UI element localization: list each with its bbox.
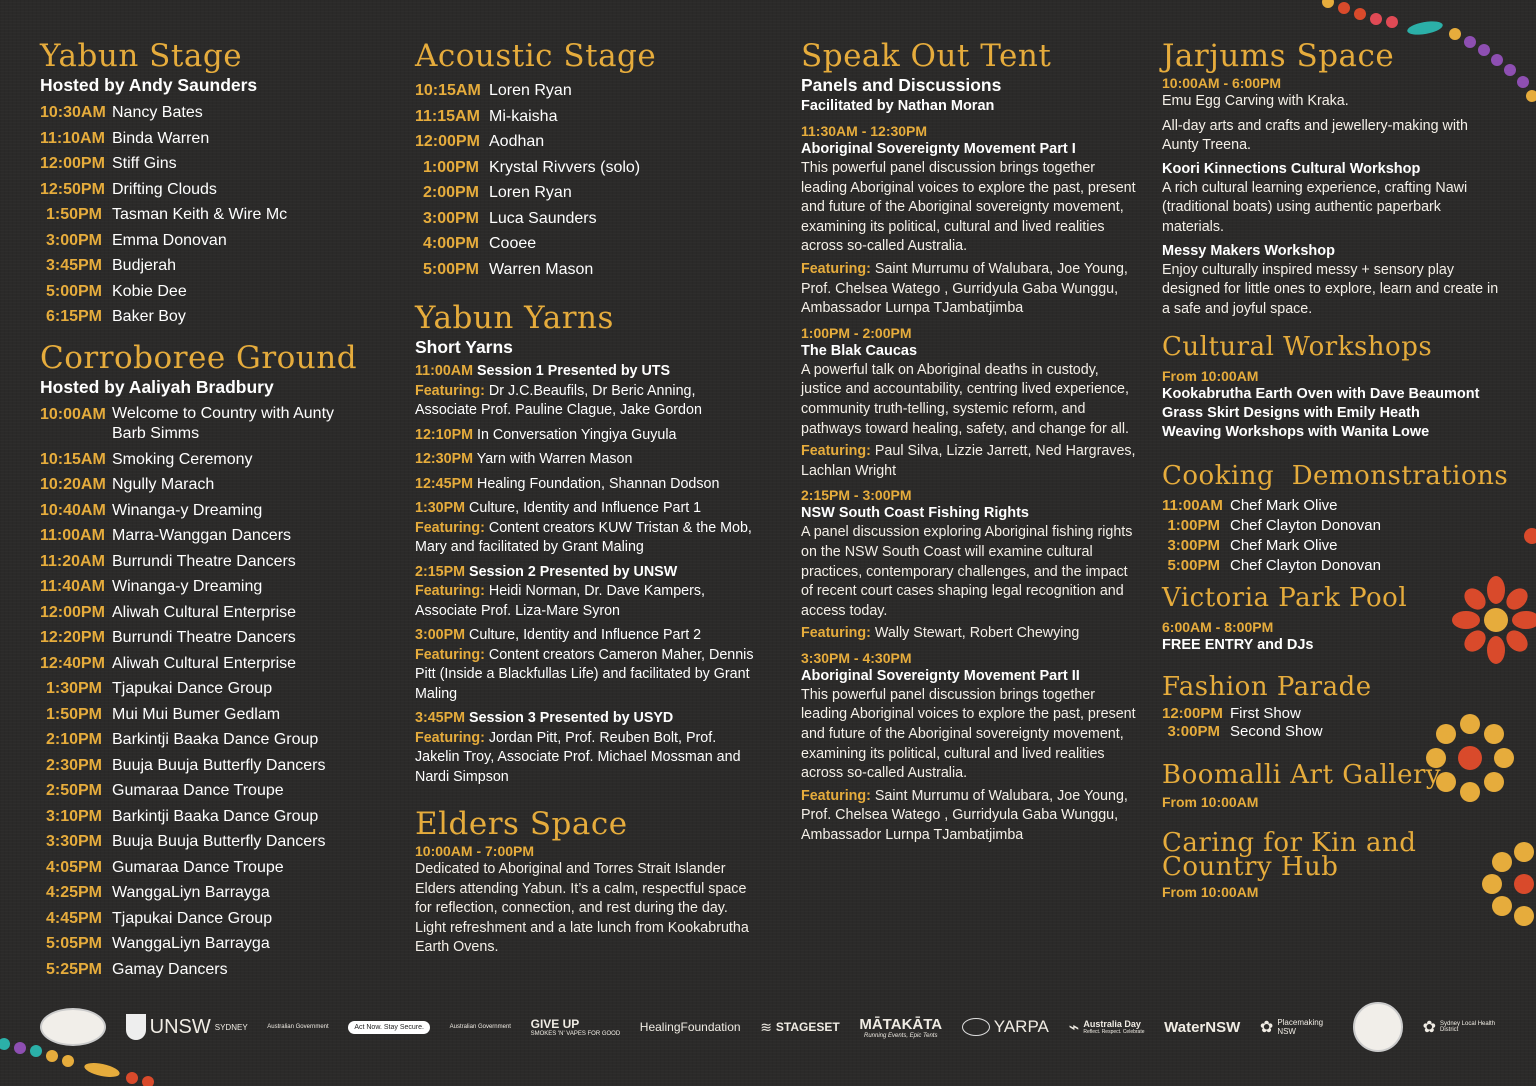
session-featuring [801,624,1136,644]
act: Binda Warren [112,129,210,147]
australia-day-icon: ⌁ [1068,1016,1080,1037]
time: 11:20AM [40,552,105,570]
schedule-row [415,231,755,257]
schedule-row [415,78,755,104]
act: Marra-Wanggan Dancers [112,527,292,544]
kin-from: From 10:00AM [1162,884,1259,901]
show: First Show [1230,705,1301,723]
matakata-text: MĀTAKĀTA [859,1015,943,1033]
waratah-icon: ✿ [1422,1019,1436,1036]
jarjums-p2: All-day arts and crafts and jewellery-making with Aunty Treena. [1162,117,1468,154]
schedule-row [40,549,357,575]
time: 10:20AM [40,476,106,493]
yarn-text: Healing Foundation, Shannan Dodson [477,475,720,492]
time: 2:15PM [415,563,466,580]
featuring-text: Dr J.C.Beaufils, Dr Beric Anning, Associate Prof. Pauline Clague, Jake Gordon [415,382,702,418]
featuring-label: Featuring: [415,583,485,599]
sydney-lhd-text: Sydney Local Health District [1440,1021,1496,1033]
yarn-text: Culture, Identity and Influence Part 2 [469,627,702,643]
act: Tasman Keith & Wire Mc [112,206,288,223]
yarn-title: Session 1 Presented by UTS [477,363,671,379]
act: Aliwah Cultural Enterprise [112,603,297,621]
schedule-row [40,202,357,228]
act: Mui Mui Bumer Gedlam [112,705,281,723]
session-title: Aboriginal Sovereignty Movement Part I [801,141,1076,157]
matakata-logo [859,1016,942,1039]
cooking-schedule [1162,496,1502,576]
schedule-row [40,804,357,830]
column-1 [40,38,357,982]
yarn-text: Culture, Identity and Influence Part 1 [469,500,702,516]
act: Barkintji Baaka Dance Group [112,807,319,825]
schedule-row [40,304,357,330]
featuring-text: Content creators KUW Tristan & the Mob, Mary and facilitated by Grant Maling [415,519,752,555]
act: Aliwah Cultural Enterprise [112,654,297,672]
australian-government-logo: Australian Government [267,1024,329,1030]
schedule-row [40,402,357,447]
act: WanggaLiyn Barrayga [112,884,270,901]
session-featuring [801,260,1136,319]
stageset-icon: ≋ [760,1018,772,1035]
unsw-logo [126,1014,248,1040]
crest-icon [126,1014,146,1040]
schedule-row [40,855,357,881]
session-title: The Blak Caucas [801,342,918,359]
featuring-label: Featuring: [801,260,871,277]
act: Baker Boy [112,308,186,325]
act: Emma Donovan [112,231,227,249]
speak-out-subtitle: Panels and Discussions [801,75,1002,95]
schedule-row [40,651,357,677]
time: 3:45PM [45,257,102,274]
time: 5:00PM [422,260,479,278]
column-4 [1162,38,1509,901]
yarpa-text: YARPA [993,1017,1049,1036]
act: Drifting Clouds [112,180,217,198]
act: Krystal Rivvers (solo) [489,158,641,176]
act: Nancy Bates [112,104,203,121]
give-up-text: GIVE UP [530,1017,580,1031]
act: Smoking Ceremony [112,450,253,468]
session-featuring [801,787,1136,846]
healing-foundation-logo: HealingFoundation [639,1020,741,1034]
time: 5:00PM [1167,557,1220,575]
sydney-lhd-logo [1423,1017,1500,1037]
show: Second Show [1230,723,1323,741]
time: 12:00PM [415,133,480,150]
workshop-title: Messy Makers Workshop [1162,242,1335,259]
corroboree-schedule [40,402,357,983]
workshop-text: Enjoy culturally inspired messy + sensory play designed for little ones to explore, learn and create in a safe and joyful space. [1162,261,1499,317]
schedule-row [40,880,357,906]
column-2 [415,38,755,958]
featuring-text: Content creators Cameron Maher, Dennis Pitt (Inside a Blackfullas Life) and facilitated by Grant Maling [415,646,754,702]
time: 12:50PM [40,180,105,198]
act: Barkintji Baaka Dance Group [112,731,319,748]
pool-time: 6:00AM - 8:00PM [1162,619,1274,636]
schedule-row [40,523,357,549]
australia-day-sub: Reflect. Respect. Celebrate [1083,1029,1145,1035]
schedule-row [40,253,357,279]
act: Buuja Buuja Butterfly Dancers [112,833,326,850]
time: 2:00PM [422,184,479,201]
act: Budjerah [112,257,177,274]
act: Loren Ryan [489,184,572,201]
act: Loren Ryan [489,82,572,99]
time: 10:00AM [40,405,106,423]
time: 4:00PM [422,235,479,252]
time: 2:50PM [45,782,102,799]
acoustic-stage-title: Acoustic Stage [415,38,657,74]
schedule-row [40,625,357,651]
give-up-sub: SMOKES 'N' VAPES FOR GOOD [530,1031,621,1037]
workshop-item: Grass Skirt Designs with Emily Heath [1162,405,1420,422]
schedule-row [1162,556,1502,576]
time: 12:45PM [415,475,474,492]
chef: Chef Clayton Donovan [1230,557,1381,575]
session-time: 2:15PM - 3:00PM [801,487,912,504]
time: 12:00PM [1162,705,1223,723]
yarn-title: Session 3 Presented by USYD [469,710,674,726]
time: 12:00PM [40,155,105,172]
water-nsw-logo [1164,1019,1240,1036]
schedule-row [415,155,755,181]
schedule-row [40,753,357,779]
yarn-text: Yarn with Warren Mason [476,451,633,467]
featuring-text: Heidi Norman, Dr. Dave Kampers, Associate Prof. Liza-Mare Syron [415,583,706,619]
featuring-label: Featuring: [801,625,871,642]
pool-text: FREE ENTRY and DJs [1162,637,1314,654]
unsw-sub: SYDNEY [214,1022,248,1032]
schedule-row [1162,536,1502,556]
fashion-schedule [1162,705,1502,741]
schedule-row [40,151,357,177]
time: 10:30AM [40,104,106,121]
session-text: This powerful panel discussion brings together leading Aboriginal voices to explore the past, present and future of the Aboriginal sovereignty movement, examining its political, cultural and lived realities across so-called Australia. [801,160,1136,255]
time: 3:45PM [415,710,466,726]
schedule-row [1162,723,1502,741]
schedule-row [40,906,357,932]
time: 11:00AM [40,527,105,544]
time: 5:00PM [45,282,102,300]
time: 10:15AM [40,450,106,468]
act: Mi-kaisha [489,107,558,125]
speak-out-facilitator: Facilitated by Nathan Moran [801,98,995,114]
water-nsw-text: WaterNSW [1164,1018,1241,1036]
featuring-label: Featuring: [415,519,485,536]
yarn-title: Session 2 Presented by UNSW [469,563,678,580]
session-time: 11:30AM - 12:30PM [801,123,928,139]
seal-logo [1353,1002,1403,1052]
act: Tjapukai Dance Group [112,680,273,697]
schedule-row [40,829,357,855]
schedule-row [40,447,357,473]
workshop-item: Kookabrutha Earth Oven with Dave Beaumont [1162,386,1480,403]
session-text: A powerful talk on Aboriginal deaths in custody, justice and accountability, centring lived experience, community truth-telling, systemic reform, and pathways toward healing, safety, and change for all. [801,361,1129,437]
yarn-item [415,426,755,446]
featuring-label: Featuring: [801,443,871,460]
yabun-stage-title: Yabun Stage [40,38,243,74]
schedule-row [40,126,357,152]
chef: Chef Clayton Donovan [1230,517,1381,535]
time: 4:25PM [45,884,102,901]
act: Burrundi Theatre Dancers [112,629,296,646]
elders-space-time: 10:00AM - 7:00PM [415,843,535,859]
session-title: Aboriginal Sovereignty Movement Part II [801,667,1080,684]
jarjums-p1: Emu Egg Carving with Kraka. [1162,93,1349,109]
australia-day-text: Australia Day [1083,1019,1141,1029]
schedule-row [415,180,755,206]
schedule-row [40,778,357,804]
kin-title-line2: Country Hub [1162,852,1339,883]
time: 10:40AM [40,501,106,519]
schedule-row [40,472,357,498]
schedule-row [415,129,755,155]
featuring-label: Featuring: [801,787,871,804]
panel-session [801,122,1136,319]
time: 3:00PM [45,231,102,249]
act: Warren Mason [489,260,594,278]
time: 1:30PM [45,680,102,697]
yabun-yarns-subtitle: Short Yarns [415,337,513,357]
schedule-row [415,206,755,232]
act: Buuja Buuja Butterfly Dancers [112,756,326,774]
time: 11:15AM [415,107,480,125]
sponsor-logos [40,1002,1500,1052]
time: 11:00AM [1162,497,1223,515]
chef: Chef Mark Olive [1230,497,1338,515]
pool-title: Victoria Park Pool [1162,583,1408,614]
yabun-yarns-title: Yabun Yarns [415,300,614,336]
placemaking-text: Placemaking NSW [1277,1018,1324,1036]
schedule-row [40,600,357,626]
time: 2:30PM [45,756,102,774]
time: 6:15PM [45,308,102,325]
stageset-logo [760,1019,840,1036]
schedule-row [40,676,357,702]
schedule-row [40,100,357,126]
corroboree-host: Hosted by Aaliyah Bradbury [40,376,274,397]
waratah-icon: ✿ [1259,1019,1274,1036]
session-text: This powerful panel discussion brings together leading Aboriginal voices to explore the past, present and future of the Aboriginal sovereignty movement, examining its political, cultural and lived realities across so-called Australia. [801,686,1136,782]
stageset-text: STAGESET [775,1020,840,1034]
schedule-row [40,177,357,203]
time: 3:00PM [1167,723,1220,741]
gallery-from: From 10:00AM [1162,794,1259,811]
schedule-row [40,702,357,728]
unsw-text: UNSW [149,1015,211,1038]
schedule-row [40,931,357,957]
yarn-item [415,475,755,495]
time: 12:20PM [40,629,105,646]
yarn-item [415,362,755,421]
act: Aodhan [489,133,545,150]
elders-space-text: Dedicated to Aboriginal and Torres Strait Islander Elders attending Yabun. It’s a calm, respectful space for reflection, connection, and rest during the day. Light refreshment and a late lunch from Kookabrutha Earth Ovens. [415,861,749,956]
featuring-label: Featuring: [415,646,485,663]
act: Winanga-y Dreaming [112,501,263,519]
give-up-logo [531,1017,621,1037]
yabun-stage-schedule [40,100,357,330]
schedule-row [40,279,357,305]
schedule-row [40,228,357,254]
time: 1:50PM [45,206,102,223]
session-time: 1:00PM - 2:00PM [801,324,912,341]
kin-title-line1: Caring for Kin and [1162,828,1417,859]
act: Gumaraa Dance Troupe [112,782,284,799]
time: 1:50PM [45,705,102,723]
time: 11:40AM [40,578,105,595]
yarpa-icon [962,1018,990,1036]
panel-session [801,324,1136,482]
yarn-item [415,499,755,558]
workshop-item: Weaving Workshops with Wanita Lowe [1162,424,1430,441]
featuring-text: Saint Murrumu of Walubara, Joe Young, Prof. Chelsea Watego , Gurridyula Gaba Wunggu, Ambassador Lurnpa TJambatjimba [801,787,1128,844]
schedule-row [40,727,357,753]
act: Ngully Marach [112,476,215,493]
time: 1:00PM [422,158,479,176]
yarn-item [415,709,755,787]
yarn-item [415,626,755,704]
act: Gumaraa Dance Troupe [112,858,284,876]
schedule-row [1162,516,1502,536]
time: 1:00PM [1167,517,1220,535]
jarjums-time: 10:00AM - 6:00PM [1162,75,1282,91]
cooking-title: Cooking Demonstrations [1162,461,1509,492]
time: 3:30PM [45,833,102,850]
time: 12:00PM [40,603,105,621]
time: 10:15AM [415,82,481,99]
time: 2:10PM [45,731,102,748]
gallery-title: Boomalli Art Gallery [1162,760,1442,791]
acoustic-schedule [415,78,755,282]
schedule-row [40,574,357,600]
featuring-text: Paul Silva, Lizzie Jarrett, Ned Hargraves, Lachlan Wright [801,443,1136,479]
act: Burrundi Theatre Dancers [112,552,296,570]
time: 4:05PM [45,858,102,876]
time: 3:00PM [415,627,466,643]
jarjums-title: Jarjums Space [1162,38,1395,74]
matakata-sub: Running Events, Epic Tents [863,1032,938,1039]
time: 4:45PM [45,909,102,927]
time: 11:00AM [415,363,474,379]
act: Winanga-y Dreaming [112,578,263,595]
fashion-title: Fashion Parade [1162,672,1372,703]
schedule-row [40,498,357,524]
cultural-workshops-from: From 10:00AM [1162,368,1259,385]
australia-day-logo [1069,1017,1145,1038]
time: 12:30PM [415,451,474,467]
act: Kobie Dee [112,282,187,300]
act: Cooee [489,235,537,252]
yarpa-logo [962,1017,1049,1037]
time: 3:00PM [1167,537,1220,555]
speak-out-title: Speak Out Tent [801,38,1052,74]
workshop-text: A rich cultural learning experience, crafting Nawi (traditional boats) using authentic paperbark materials. [1162,179,1468,235]
act-now-logo [348,1021,430,1034]
featuring-text: Wally Stewart, Robert Chewying [874,625,1080,642]
session-time: 3:30PM - 4:30PM [801,649,912,666]
featuring-label: Featuring: [415,382,485,399]
time: 1:30PM [415,500,466,516]
yarn-item [415,563,755,622]
chef: Chef Mark Olive [1230,537,1338,555]
act: WanggaLiyn Barrayga [112,935,270,952]
schedule-row [1162,496,1502,516]
act: Stiff Gins [112,155,177,172]
placemaking-nsw-logo [1260,1017,1333,1037]
corroboree-title: Corroboree Ground [40,339,358,376]
time: 12:10PM [415,426,474,443]
featuring-text: Saint Murrumu of Walubara, Joe Young, Prof. Chelsea Watego , Gurridyula Gaba Wunggu, Ambassador Lurnpa TJambatjimba [801,260,1128,317]
workshop-title: Koori Kinnections Cultural Workshop [1162,160,1421,177]
featuring-text: Jordan Pitt, Prof. Reuben Bolt, Prof. Jakelin Troy, Associate Prof. Michael Mossman and Nardi Simpson [415,729,741,785]
elders-space-title: Elders Space [415,806,628,842]
act: Luca Saunders [489,209,597,227]
nurses-association-logo [40,1008,106,1046]
yarn-text: In Conversation Yingiya Guyula [477,426,677,443]
time: 3:10PM [45,807,102,825]
session-featuring [801,442,1136,481]
seal-icon [1353,1002,1403,1052]
act: Gamay Dancers [112,960,228,978]
column-3 [801,38,1136,851]
panel-session [801,486,1136,644]
act-now-text: Act Now. Stay Secure. [348,1021,430,1034]
session-title: NSW South Coast Fishing Rights [801,505,1029,522]
time: 3:00PM [422,209,479,227]
australian-government-logo-2: Australian Government [449,1024,511,1030]
schedule-row [415,104,755,130]
yarn-item [415,450,755,470]
schedule-row [415,257,755,283]
cultural-workshops-title: Cultural Workshops [1162,332,1433,363]
session-text: A panel discussion exploring Aboriginal fishing rights on the NSW South Coast will examine cultural practices, contemporary challenges, and the impact of recent court cases shaping legal recognition and access today. [801,524,1133,619]
time: 12:40PM [40,654,105,672]
yabun-stage-host: Hosted by Andy Saunders [40,75,258,95]
time: 5:25PM [45,960,102,978]
time: 5:05PM [45,935,102,952]
schedule-row [1162,705,1502,723]
time: 11:10AM [40,129,105,147]
featuring-label: Featuring: [415,729,485,746]
schedule-row [40,957,357,983]
act: Welcome to Country with Aunty Barb Simms [112,404,335,442]
act: Tjapukai Dance Group [112,909,273,927]
panel-session [801,649,1136,846]
